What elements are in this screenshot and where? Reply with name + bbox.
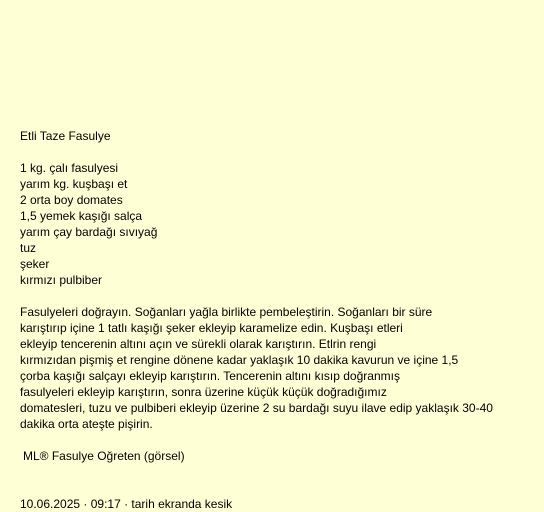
- spacer: [20, 432, 540, 448]
- ingredient-item: 1,5 yemek kaşığı salça: [20, 209, 143, 223]
- instruction-line: ekleyip tencerenin altını açın ve sürekli olarak karıştırın. Etlrin rengi: [20, 337, 377, 351]
- ingredient-item: yarım çay bardağı sıvıyağ: [20, 225, 158, 239]
- instruction-line: domatesleri, tuzu ve pulbiberi ekleyip üzerine 2 su bardağı suyu ilave edip yaklaşık 30-40: [20, 401, 493, 415]
- spacer: [20, 144, 540, 160]
- instruction-line: Fasulyeleri doğrayın. Soğanları yağla birlikte pembeleştirin. Soğanları bir süre: [20, 305, 433, 319]
- instruction-line: çorba kaşığı salçayı ekleyip karıştırın. Tencerenin altını kısıp doğranmış: [20, 369, 400, 383]
- ingredient-item: 1 kg. çalı fasulyesi: [20, 161, 119, 175]
- footer-link[interactable]: ML® Fasulye Oğreten (görsel): [23, 449, 185, 463]
- spacer: [20, 464, 540, 480]
- recipe-title: Etli Taze Fasulye: [20, 129, 111, 143]
- date-line: 10.06.2025 · 09:17 · tarih ekranda kesik: [20, 497, 233, 511]
- ingredients-list: [20, 160, 540, 288]
- ingredient-item: şeker: [20, 257, 50, 271]
- spacer: [20, 288, 540, 304]
- instructions-block: [20, 304, 540, 432]
- instruction-line: dakika orta ateşte pişirin.: [20, 417, 153, 431]
- spacer: [20, 480, 540, 496]
- instruction-line: fasulyeleri ekleyip karıştırın, sonra üzerine küçük küçük doğradığımız: [20, 385, 387, 399]
- ingredient-item: tuz: [20, 241, 37, 255]
- ingredient-item: 2 orta boy domates: [20, 193, 123, 207]
- recipe-content: [20, 128, 540, 512]
- instruction-line: karıştırıp içine 1 tatlı kaşığı şeker ekleyip karamelize edin. Kuşbaşı etleri: [20, 321, 403, 335]
- ingredient-item: yarım kg. kuşbaşı et: [20, 177, 128, 191]
- ingredient-item: kırmızı pulbiber: [20, 273, 103, 287]
- instruction-line: kırmızıdan pişmiş et rengine dönene kadar yaklaşık 10 dakika kavurun ve içine 1,5: [20, 353, 459, 367]
